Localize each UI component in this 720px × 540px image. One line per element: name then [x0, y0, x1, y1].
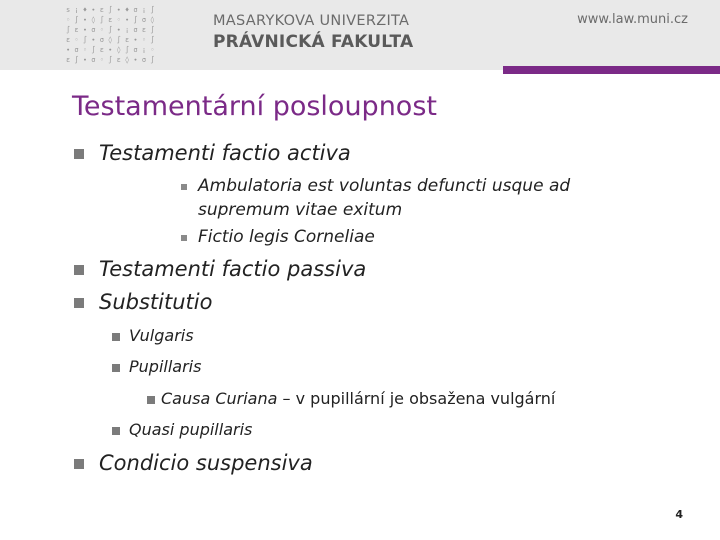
bullet-small-square: [181, 184, 187, 190]
bullet-square: [112, 333, 120, 341]
svg-text:∫ ε ∙ σ ◦ ∫ ∙ ¡ σ ε ∫: ∫ ε ∙ σ ◦ ∫ ∙ ¡ σ ε ∫: [66, 26, 155, 34]
bullet-square: [74, 149, 84, 159]
list-item: Testamenti factio activa: [99, 141, 351, 165]
note-rest: – v pupillární je obsažena vulgární: [277, 389, 556, 408]
list-item: Substitutio: [99, 290, 213, 314]
svg-text:ε ◦ ∫ ∙ σ ◊ ∫ ε ∙ ◦ ∫: ε ◦ ∫ ∙ σ ◊ ∫ ε ∙ ◦ ∫: [66, 36, 155, 44]
faculty-name: PRÁVNICKÁ FAKULTA: [213, 32, 414, 52]
bullet-small-square: [181, 235, 187, 241]
list-item-continuation: supremum vitae exitum: [198, 200, 403, 220]
university-pattern-logo: [66, 4, 182, 68]
note-italic: Causa Curiana: [161, 389, 278, 408]
list-item: Condicio suspensiva: [99, 451, 313, 475]
bullet-square: [74, 265, 84, 275]
faculty-url[interactable]: www.law.muni.cz: [577, 12, 688, 27]
university-name: MASARYKOVA UNIVERZITA: [213, 13, 410, 29]
list-item: Vulgaris: [129, 326, 194, 345]
list-item: Quasi pupillaris: [129, 420, 253, 439]
bullet-square: [74, 459, 84, 469]
bullet-square: [74, 298, 84, 308]
svg-text:◦ ∫ ∙ ◊ ∫ ε ◦ ∙ ∫ σ ◊: ◦ ∫ ∙ ◊ ∫ ε ◦ ∙ ∫ σ ◊: [66, 16, 155, 24]
slide-title: Testamentární posloupnost: [72, 91, 437, 122]
svg-text:∙ σ ◦ ∫ ε ∙ ◊ ∫ σ ¡ ◦: ∙ σ ◦ ∫ ε ∙ ◊ ∫ σ ¡ ◦: [66, 46, 155, 54]
page-number: 4: [675, 508, 683, 521]
svg-text:ε ∫ ∙ σ ◦ ∫ ε ◊ ∙ σ ∫: ε ∫ ∙ σ ◦ ∫ ε ◊ ∙ σ ∫: [66, 56, 155, 64]
bullet-square: [147, 396, 155, 404]
list-item: Ambulatoria est voluntas defuncti usque ad: [198, 176, 571, 196]
list-item: [161, 389, 555, 408]
bullet-square: [112, 427, 120, 435]
accent-bar: [503, 66, 720, 74]
bullet-square: [112, 364, 120, 372]
header-band: [0, 0, 720, 70]
list-item: Fictio legis Corneliae: [198, 227, 375, 247]
list-item: Testamenti factio passiva: [99, 257, 367, 281]
list-item: Pupillaris: [129, 357, 202, 376]
svg-text:s ¡ ♦ ∙ ε ∫ ∙ ♦ σ ¡ ∫: s ¡ ♦ ∙ ε ∫ ∙ ♦ σ ¡ ∫: [66, 6, 155, 14]
